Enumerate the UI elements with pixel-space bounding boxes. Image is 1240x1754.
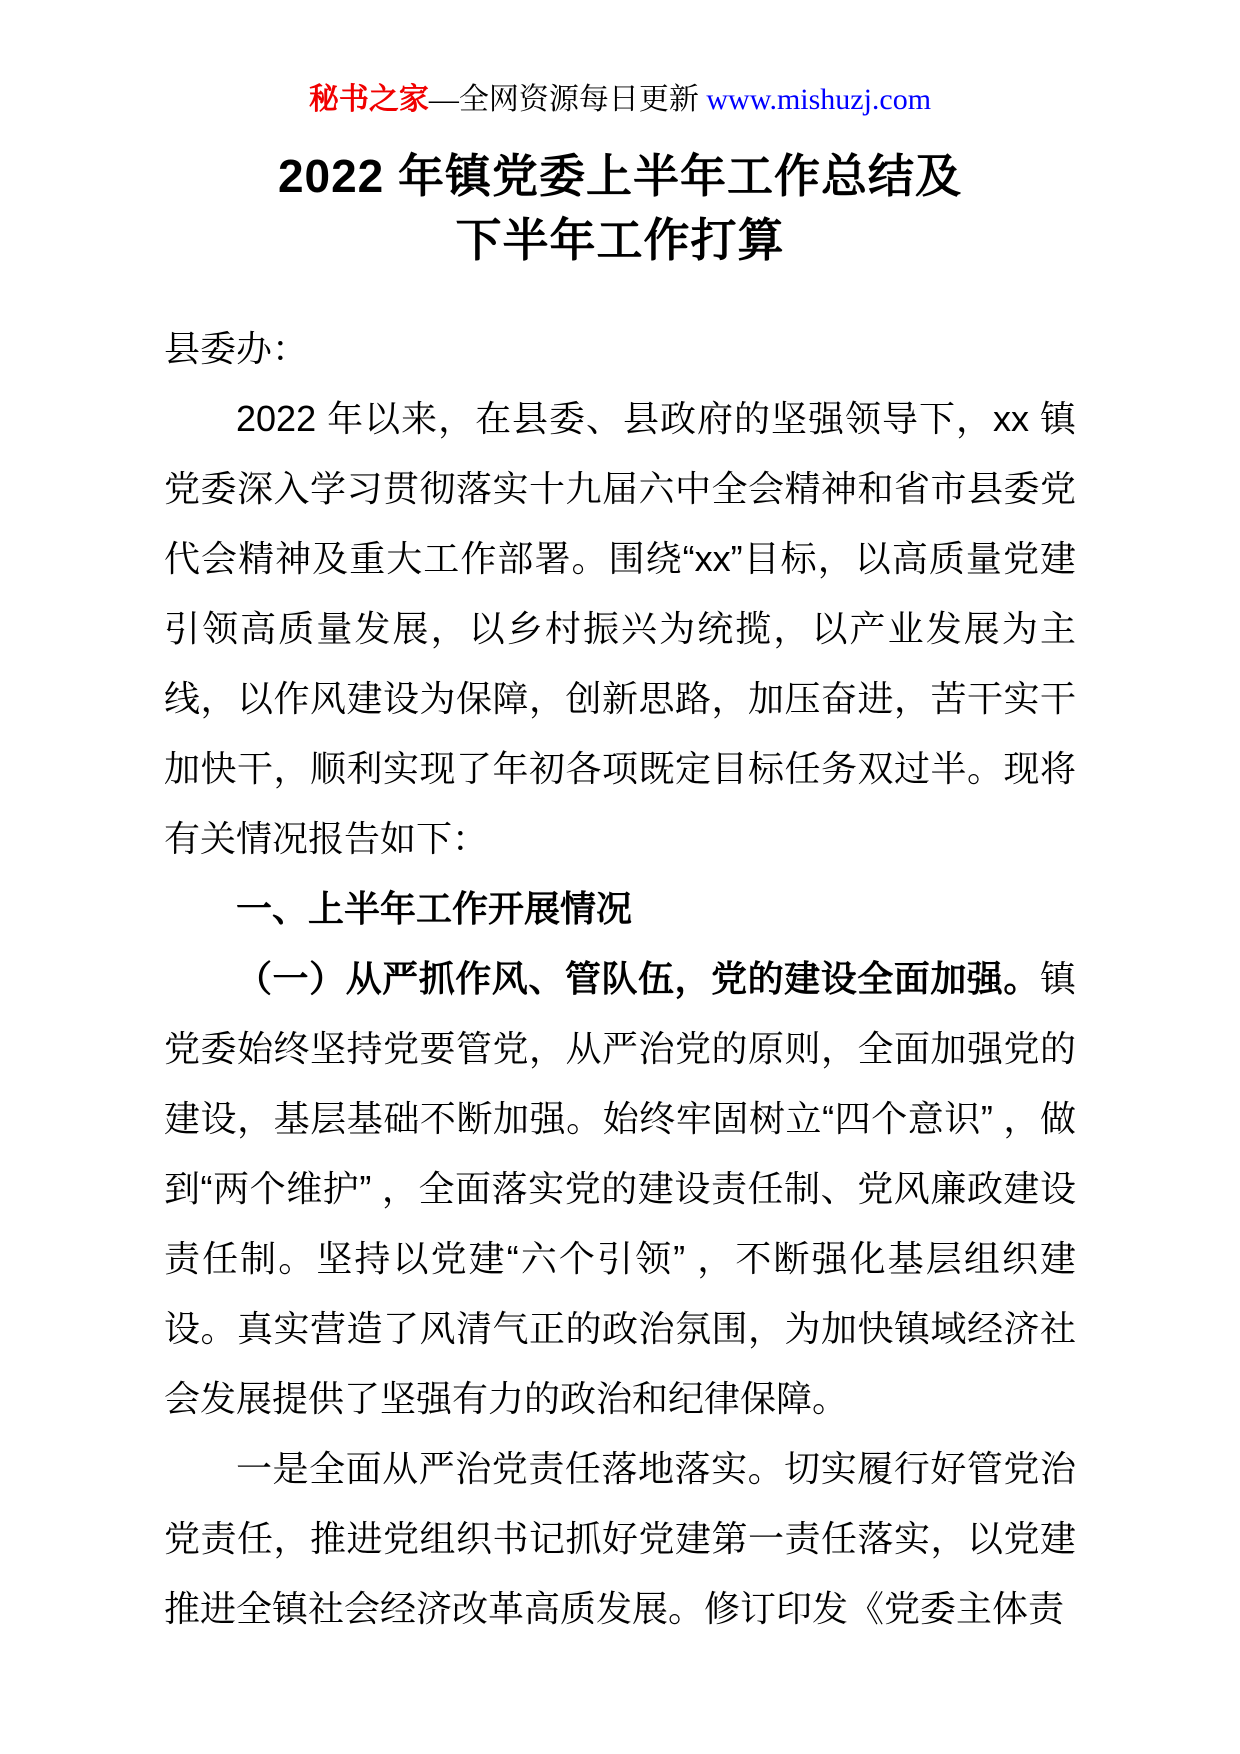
site-url-link[interactable]: www.mishuzj.com bbox=[706, 83, 932, 116]
paragraph-intro: 2022 年以来，在县委、县政府的坚强领导下，xx 镇党委深入学习贯彻落实十九届六中全会精神和省市县委党代会精神及重大工作部署。围绕“xx”目标，以高质量党建引领高质量发展，以乡村振兴为统揽，以产业发展为主线，以作风建设为保障，创新思路，加压奋进，苦干实干加快干，顺利实现了年初各项既定目标任务双过半。现将有关情况报告如下： bbox=[164, 398, 1076, 859]
paragraph-section-1 bbox=[164, 944, 1076, 1434]
paragraph-section-1-text: 镇党委始终坚持党要管党，从严治党的原则，全面加强党的建设，基层基础不断加强。始终牢固树立“四个意识” ，做到“两个维护” ，全面落实党的建设责任制、党风廉政建设责任制。坚持以党建“六个引领” ，不断强化基层组织建设。真实营造了风清气正的政治氛围，为加快镇域经济社会发展提供了坚强有力的政治和纪律保障。 bbox=[164, 958, 1076, 1419]
document-title bbox=[164, 144, 1076, 272]
document-title-line1: 2022 年镇党委上半年工作总结及 bbox=[277, 150, 963, 202]
paragraph-point-1-lead: 一是全面从严治党责任落地落实。 bbox=[236, 1448, 785, 1489]
site-header bbox=[164, 78, 1076, 122]
site-brand: 秘书之家 bbox=[308, 83, 429, 116]
document-body bbox=[164, 314, 1076, 1644]
salutation: 县委办： bbox=[164, 328, 309, 369]
paragraph-section-1-lead: （一）从严抓作风、管队伍，党的建设全面加强。 bbox=[236, 958, 1040, 999]
site-tagline: —全网资源每日更新 bbox=[428, 83, 707, 116]
paragraph-point-1 bbox=[164, 1434, 1076, 1644]
document-title-line2: 下半年工作打算 bbox=[455, 214, 785, 266]
section-heading-1: 一、上半年工作开展情况 bbox=[236, 888, 633, 929]
paragraph-point-1-text: 切实履行好管党治党责任，推进党组织书记抓好党建第一责任落实，以党建推进全镇社会经济改革高质发展。修订印发《党委主体责 bbox=[164, 1448, 1076, 1629]
